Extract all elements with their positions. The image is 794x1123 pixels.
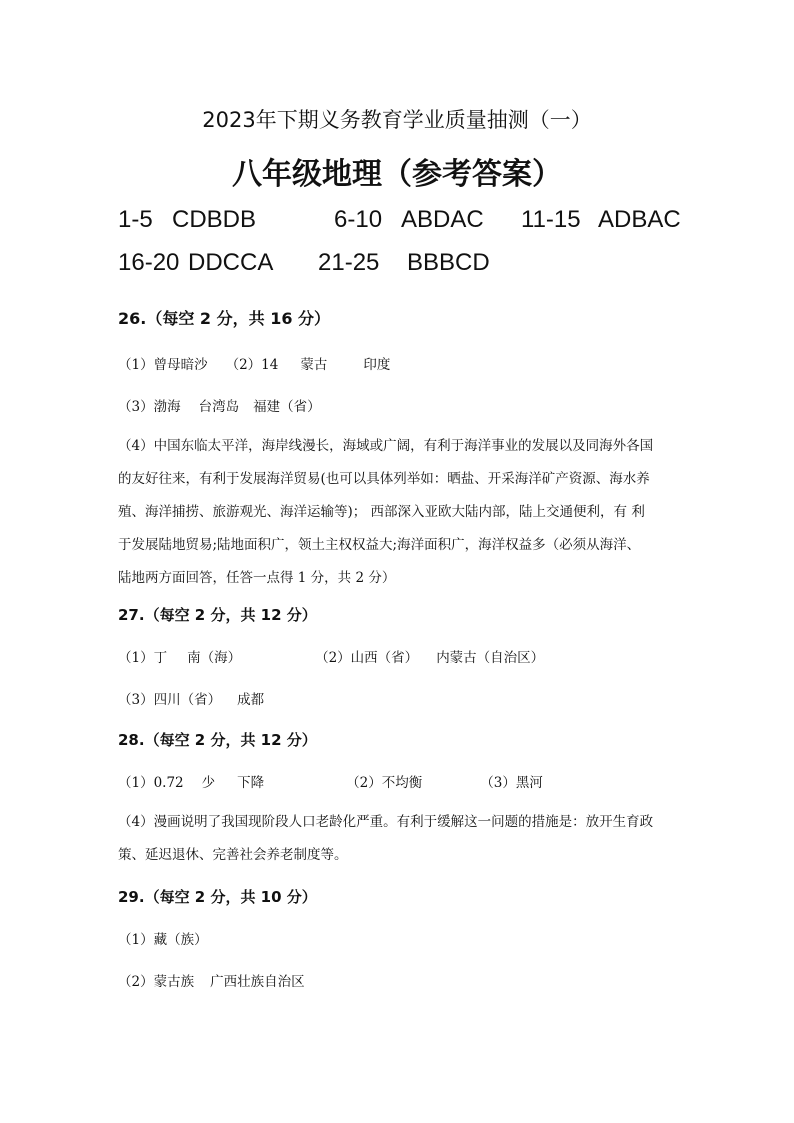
- q28-line1: [118, 771, 543, 791]
- q28-paragraph-4: [118, 806, 678, 872]
- q26-l1-p2: （2）14: [225, 357, 279, 373]
- q26-l2-p1: （3）渤海: [118, 399, 181, 415]
- q27-l1-p2: 南（海）: [187, 650, 242, 666]
- q28-l1-p5: （3）黑河: [480, 775, 543, 791]
- mc-range-2: 6-10: [334, 206, 383, 233]
- q26-heading: 26.（每空 2 分，共 16 分）: [118, 309, 331, 328]
- q27-l2-p2: 成都: [237, 692, 265, 708]
- mc-answers-5: BBBCD: [407, 249, 490, 276]
- q29-line1: [118, 928, 208, 948]
- q26-p4-line: 于发展陆地贸易;陆地面积广，领土主权权益大;海洋面积广，海洋权益多（必须从海洋、: [118, 537, 641, 553]
- q26-p4-line: 殖、海洋捕捞、旅游观光、海洋运输等)； 西部深入亚欧大陆内部，陆上交通便利，有 利: [118, 504, 645, 520]
- mc-answers-1: CDBDB: [172, 206, 257, 233]
- q29-heading: 29.（每空 2 分，共 10 分）: [118, 888, 317, 906]
- q28-p4-line: 策、延迟退休、完善社会养老制度等。: [118, 847, 348, 863]
- q27-l1-p1: （1）丁: [118, 650, 168, 666]
- q28-l1-p1: （1）0.72: [118, 775, 184, 791]
- mc-range-3: 11-15: [521, 206, 581, 233]
- q26-paragraph-4: [118, 430, 678, 595]
- mc-range-4: 16-20: [118, 249, 180, 276]
- q29-l1-p1: （1）藏（族）: [118, 932, 208, 948]
- q27-l2-p1: （3）四川（省）: [118, 692, 222, 708]
- q26-l2-p3: 福建（省）: [253, 399, 321, 415]
- q26-p4-line: 陆地两方面回答，任答一点得 1 分，共 2 分）: [118, 570, 396, 586]
- q29-line2: [118, 970, 305, 990]
- q29-l2-p1: （2）蒙古族: [118, 974, 195, 990]
- q28-heading: 28.（每空 2 分，共 12 分）: [118, 731, 317, 749]
- q26-l1-p4: 印度: [363, 357, 391, 373]
- q26-line1: [118, 353, 390, 373]
- q27-l1-p4: 内蒙古（自治区）: [436, 650, 545, 666]
- q26-line2: [118, 395, 321, 415]
- q28-l1-p2: 少: [201, 775, 216, 791]
- q26-l1-p3: 蒙古: [300, 357, 328, 373]
- page-title: 2023年下期义务教育学业质量抽测（一）: [202, 108, 592, 132]
- q29-l2-p2: 广西壮族自治区: [210, 974, 305, 990]
- q28-p4-line: （4）漫画说明了我国现阶段人口老龄化严重。有利于缓解这一问题的措施是：放开生育政: [118, 814, 654, 830]
- q27-line2: [118, 688, 264, 708]
- mc-answers-3: ADBAC: [598, 206, 681, 233]
- q26-p4-line: 的友好往来，有利于发展海洋贸易(也可以具体列举如：晒盐、开采海洋矿产资源、海水养: [118, 471, 650, 487]
- q27-line1: [118, 646, 544, 666]
- mc-range-5: 21-25: [318, 249, 380, 276]
- q26-p4-line: （4）中国东临太平洋，海岸线漫长，海域或广阔，有利于海洋事业的发展以及同海外各国: [118, 438, 654, 454]
- q26-l2-p2: 台湾岛: [198, 399, 240, 415]
- q27-l1-p3: （2）山西（省）: [315, 650, 419, 666]
- q27-heading: 27.（每空 2 分，共 12 分）: [118, 606, 317, 624]
- q26-l1-p1: （1）曾母暗沙: [118, 357, 208, 373]
- mc-range-1: 1-5: [118, 206, 153, 233]
- q28-l1-p3: 下降: [237, 775, 265, 791]
- q28-l1-p4: （2）不均衡: [346, 775, 423, 791]
- mc-answers-2: ABDAC: [401, 206, 484, 233]
- page-subtitle: 八年级地理（参考答案）: [232, 157, 562, 192]
- mc-answers-4: DDCCA: [188, 249, 274, 276]
